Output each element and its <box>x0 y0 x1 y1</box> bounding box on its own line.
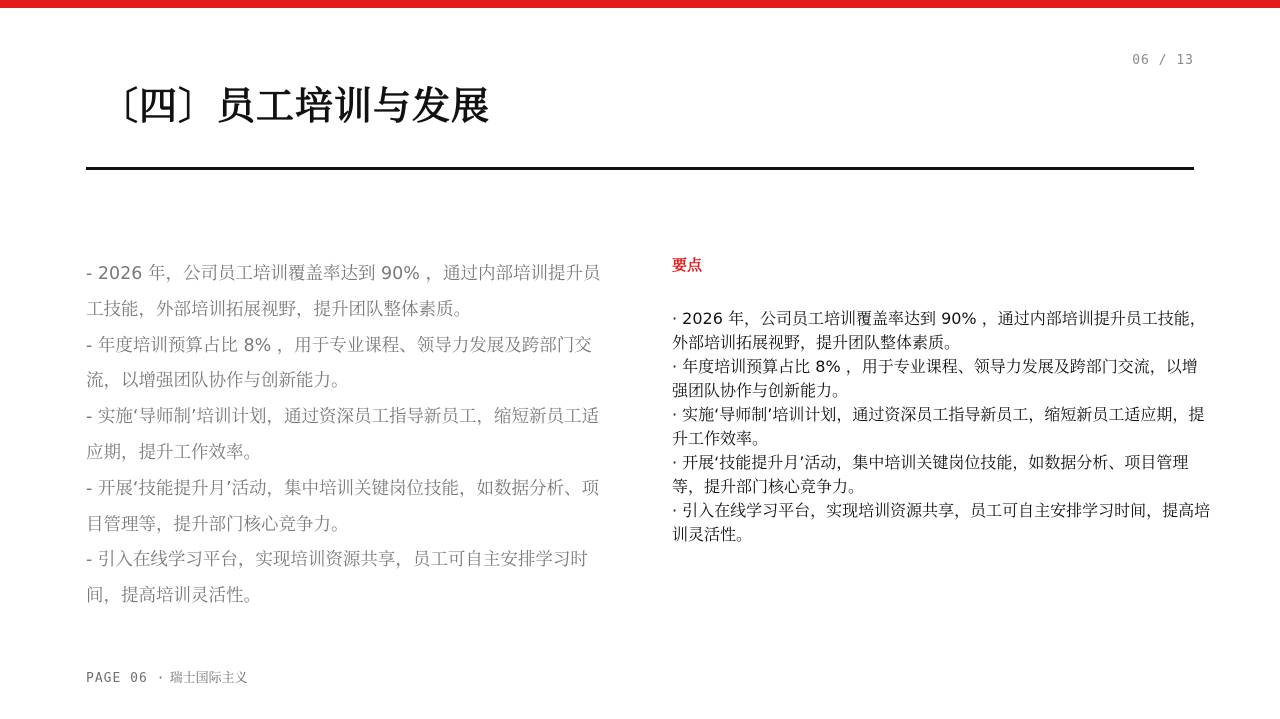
body-paragraph: - 实施‘导师制’培训计划，通过资深员工指导新员工，缩短新员工适应期，提升工作效率。 <box>86 407 600 463</box>
body-text-column <box>86 257 616 615</box>
body-paragraph: - 年度培训预算占比 8% ，用于专业课程、领导力发展及跨部门交流，以增强团队协作与创新能力。 <box>86 335 592 392</box>
key-points-panel <box>672 253 1212 547</box>
body-paragraph: - 开展‘技能提升月’活动，集中培训关键岗位技能，如数据分析、项目管理等，提升部门核心竞争力。 <box>86 478 600 535</box>
slide-title: 〔四〕员工培训与发展 <box>100 84 491 128</box>
key-point-item: · 年度培训预算占比 8% ，用于专业课程、领导力发展及跨部门交流，以增强团队协作与创新能力。 <box>672 357 1198 400</box>
key-point-item: · 引入在线学习平台，实现培训资源共享，员工可自主安排学习时间，提高培训灵活性。 <box>672 501 1211 544</box>
page-counter: 06 / 13 <box>1132 53 1194 68</box>
key-point-item: · 开展‘技能提升月’活动，集中培训关键岗位技能，如数据分析、项目管理等，提升部门核心竞争力。 <box>672 453 1189 496</box>
key-points-title: 要点 <box>672 256 703 274</box>
title-divider <box>86 167 1194 170</box>
top-accent-bar <box>0 0 1280 8</box>
footer-org-name: 瑞士国际主义 <box>169 671 248 686</box>
body-paragraph: - 引入在线学习平台，实现培训资源共享，员工可自主安排学习时间，提高培训灵活性。 <box>86 550 588 607</box>
footer-page-label: PAGE 06 · <box>86 671 166 686</box>
key-point-item: · 2026 年，公司员工培训覆盖率达到 90% ，通过内部培训提升员工技能，外部培训拓展视野，提升团队整体素质。 <box>672 309 1206 352</box>
slide-footer <box>86 669 248 689</box>
key-points-list <box>672 307 1212 547</box>
key-point-item: · 实施‘导师制’培训计划，通过资深员工指导新员工，缩短新员工适应期，提升工作效率。 <box>672 405 1205 448</box>
body-paragraph: - 2026 年，公司员工培训覆盖率达到 90% ，通过内部培训提升员工技能，外部培训拓展视野，提升团队整体素质。 <box>86 264 601 320</box>
